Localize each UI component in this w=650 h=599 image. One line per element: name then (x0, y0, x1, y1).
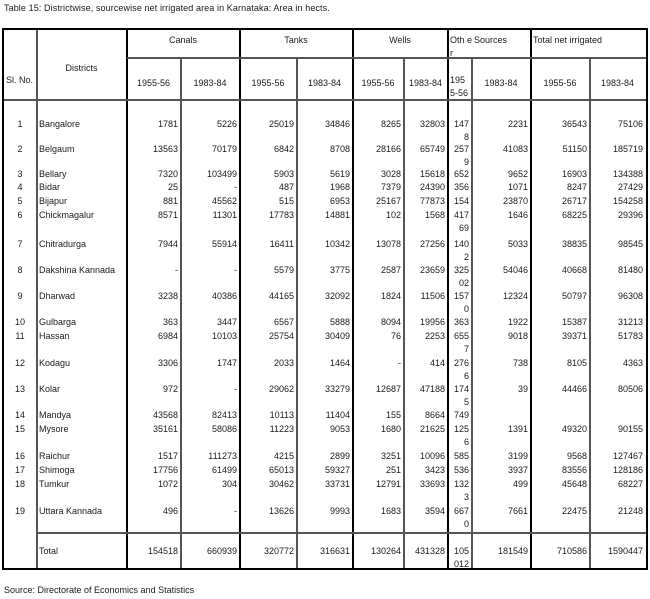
row-value: 15387 (561, 317, 587, 327)
row-value: 2033 (273, 358, 294, 368)
table-caption: Table 15: Districtwise, sourcewise net irrigated area in Karnataka: Area in hects. (4, 3, 330, 13)
row-sl-no: 9 (17, 291, 23, 301)
row-value: 2899 (329, 451, 350, 461)
row-value: 1680 (380, 424, 401, 434)
grid-line (589, 58, 591, 568)
grid-line (4, 99, 646, 101)
header-year: 1983-84 (484, 78, 518, 88)
row-value: 4363 (622, 358, 643, 368)
row-value: 11301 (212, 210, 237, 220)
row-value: 17756 (152, 465, 178, 475)
row-value: 35161 (152, 424, 178, 434)
row-value: 1781 (157, 119, 178, 129)
row-sl-no: 13 (14, 384, 25, 394)
row-value: 9018 (507, 331, 528, 341)
row-value: 68227 (617, 479, 643, 489)
header-group-sources: Sources (474, 35, 508, 45)
row-value: 98545 (617, 239, 643, 249)
row-value: 174 5 (453, 384, 469, 407)
row-value: 9652 (507, 169, 528, 179)
row-value: 15618 (419, 169, 445, 179)
row-value: 7379 (380, 182, 401, 192)
row-value: 5226 (216, 119, 237, 129)
grid-line (352, 30, 354, 568)
row-sl-no: 1 (17, 119, 23, 129)
row-district: Bijapur (39, 196, 68, 206)
row-value: 76 (390, 331, 401, 341)
row-district: Shimoga (39, 465, 75, 475)
row-district: Raichur (39, 451, 71, 461)
row-sl-no: 14 (14, 410, 25, 420)
row-value: 31213 (617, 317, 643, 327)
row-value: 8247 (566, 182, 587, 192)
grid-line (296, 58, 298, 568)
row-value: 33731 (324, 479, 350, 489)
row-value: 515 (278, 196, 294, 206)
row-sl-no: 12 (14, 358, 25, 368)
row-value: 54046 (502, 265, 528, 275)
row-value: 1824 (380, 291, 401, 301)
row-value: 127467 (612, 451, 643, 461)
row-value: 25167 (375, 196, 401, 206)
header-group: Tanks (284, 35, 308, 45)
row-value: 33279 (324, 384, 350, 394)
grid-line (403, 58, 405, 568)
row-value: 4215 (273, 451, 294, 461)
row-value: 50797 (561, 291, 587, 301)
grid-line (239, 30, 241, 568)
row-district: Chitradurga (39, 239, 87, 249)
row-value: 83556 (561, 465, 587, 475)
row-value: 1922 (507, 317, 528, 327)
row-sl-no: 3 (17, 169, 23, 179)
row-value: 3199 (507, 451, 528, 461)
row-value: - (175, 265, 178, 275)
row-value: 30462 (268, 479, 294, 489)
row-value: 55914 (211, 239, 237, 249)
row-district: Dharwad (39, 291, 76, 301)
row-value: 1646 (507, 210, 528, 220)
row-district: Tumkur (39, 479, 70, 489)
row-value: 29062 (268, 384, 294, 394)
row-value: 8708 (329, 144, 350, 154)
row-value: 77873 (419, 196, 445, 206)
header-year: 195 5-56 (450, 75, 469, 98)
row-value: 5033 (507, 239, 528, 249)
header-group-other: Oth er (450, 35, 473, 58)
header-year: 1983-84 (408, 78, 443, 88)
row-value: 185719 (612, 144, 643, 154)
row-value: 6842 (273, 144, 294, 154)
row-value: 44165 (268, 291, 294, 301)
row-value: 134388 (612, 169, 643, 179)
total-value: 710586 (556, 546, 587, 556)
row-value: 16411 (269, 239, 294, 249)
row-district: Gulbarga (39, 317, 77, 327)
row-value: 32092 (324, 291, 350, 301)
row-district: Belgaum (39, 144, 75, 154)
row-value: 6953 (329, 196, 350, 206)
row-value: 881 (162, 196, 178, 206)
row-value: 585 (453, 451, 469, 461)
row-value: 45648 (561, 479, 587, 489)
header-year: 1983-84 (307, 78, 342, 88)
row-value: 1464 (329, 358, 350, 368)
grid-line (36, 30, 38, 568)
row-value: 11223 (269, 424, 294, 434)
row-district: Kolar (39, 384, 61, 394)
row-value: 39 (517, 384, 528, 394)
row-value: 652 (453, 169, 469, 179)
row-value: 45562 (211, 196, 237, 206)
row-value: 5579 (273, 265, 294, 275)
row-value: 80506 (617, 384, 643, 394)
total-value: 105 012 (453, 546, 469, 569)
row-value: 75106 (617, 119, 643, 129)
row-value: 21248 (617, 506, 643, 516)
row-value: 1072 (157, 479, 178, 489)
row-value: 39371 (561, 331, 587, 341)
row-value: 1747 (216, 358, 237, 368)
row-district: Kodagu (39, 358, 71, 368)
row-sl-no: 16 (14, 451, 25, 461)
row-value: 49320 (561, 424, 587, 434)
row-value: 9568 (566, 451, 587, 461)
row-value: 363 (453, 317, 469, 327)
row-value: 3594 (424, 506, 445, 516)
row-value: 24390 (419, 182, 445, 192)
header-group-total: Total net irrigated (533, 35, 603, 45)
row-district: Dakshina Kannada (39, 265, 116, 275)
row-value: 276 6 (453, 358, 469, 381)
row-value: 3306 (157, 358, 178, 368)
row-value: 6984 (157, 331, 178, 341)
row-value: 43568 (152, 410, 178, 420)
total-value: 181549 (497, 546, 528, 556)
row-value: 125 6 (453, 424, 469, 447)
row-district: Mysore (39, 424, 69, 434)
row-value: 36543 (561, 119, 587, 129)
header-year: 1955-56 (543, 78, 577, 88)
row-sl-no: 18 (14, 479, 25, 489)
row-value: 44466 (561, 384, 587, 394)
total-value: 1590447 (607, 546, 643, 556)
row-value: 41083 (502, 144, 528, 154)
row-value: 13626 (268, 506, 294, 516)
row-value: 1391 (507, 424, 528, 434)
row-value: 154 (453, 196, 469, 206)
row-value: 12791 (375, 479, 401, 489)
row-value: 667 0 (453, 506, 469, 529)
row-value: 972 (162, 384, 178, 394)
row-value: 5903 (273, 169, 294, 179)
row-value: 487 (278, 182, 294, 192)
row-value: 8094 (380, 317, 401, 327)
row-value: 9053 (329, 424, 350, 434)
row-value: 749 (453, 410, 469, 420)
row-value: 304 (221, 479, 237, 489)
row-value: - (234, 265, 237, 275)
row-value: 8105 (566, 358, 587, 368)
header-year: 1983-84 (600, 78, 635, 88)
row-value: 21625 (419, 424, 445, 434)
row-value: 34846 (324, 119, 350, 129)
row-value: 40668 (561, 265, 587, 275)
row-district: Mandya (39, 410, 72, 420)
row-value: 363 (162, 317, 178, 327)
total-value: 431328 (414, 546, 445, 556)
row-value: 22475 (561, 506, 587, 516)
row-value: 33693 (419, 479, 445, 489)
row-value: 738 (512, 358, 528, 368)
row-sl-no: 4 (17, 182, 23, 192)
row-value: 10096 (419, 451, 445, 461)
irrigation-table (2, 28, 648, 570)
row-value: 2231 (507, 119, 528, 129)
row-value: 147 8 (453, 119, 469, 142)
row-value: 1517 (157, 451, 178, 461)
row-sl-no: 10 (14, 317, 25, 327)
row-value: 1968 (329, 182, 350, 192)
row-district: Bellary (39, 169, 67, 179)
row-value: 7661 (507, 506, 528, 516)
row-value: 103499 (206, 169, 237, 179)
row-value: 157 0 (453, 291, 469, 314)
grid-line (127, 57, 646, 59)
header-districts: Districts (65, 63, 98, 73)
row-value: 65749 (419, 144, 445, 154)
row-value: 5888 (329, 317, 350, 327)
row-value: 65013 (268, 465, 294, 475)
row-value: 2253 (424, 331, 445, 341)
source-note: Source: Directorate of Economics and Statistics (4, 585, 195, 595)
row-value: 140 2 (453, 239, 469, 262)
row-value: 40386 (211, 291, 237, 301)
row-value: 11404 (325, 410, 350, 420)
header-year: 1955-56 (361, 78, 395, 88)
row-value: - (398, 358, 401, 368)
row-value: 655 7 (453, 331, 469, 354)
grid-line (37, 532, 646, 534)
row-sl-no: 2 (17, 144, 23, 154)
row-value: 155 (385, 410, 401, 420)
row-value: 29396 (617, 210, 643, 220)
row-value: 154258 (612, 196, 643, 206)
row-value: 90155 (617, 424, 643, 434)
row-value: 6567 (273, 317, 294, 327)
row-value: 23870 (502, 196, 528, 206)
grid-line (471, 58, 473, 568)
row-value: 58086 (211, 424, 237, 434)
row-value: 3423 (424, 465, 445, 475)
total-value: 316631 (319, 546, 350, 556)
row-value: 132 3 (453, 479, 469, 502)
row-value: - (234, 182, 237, 192)
row-value: 38835 (561, 239, 587, 249)
row-value: 10103 (211, 331, 237, 341)
row-value: 25 (167, 182, 178, 192)
row-value: 9993 (329, 506, 350, 516)
row-value: 3251 (380, 451, 401, 461)
row-value: 81480 (617, 265, 643, 275)
header-group: Canals (168, 35, 197, 45)
row-sl-no: 6 (17, 210, 23, 220)
row-value: 13563 (152, 144, 178, 154)
row-value: 96308 (617, 291, 643, 301)
row-sl-no: 7 (17, 239, 23, 249)
total-value: 660939 (206, 546, 237, 556)
total-value: 130264 (370, 546, 401, 556)
row-value: 8265 (380, 119, 401, 129)
row-sl-no: 5 (17, 196, 23, 206)
row-value: 356 (453, 182, 469, 192)
row-value: 128186 (612, 465, 643, 475)
row-value: 19956 (419, 317, 445, 327)
row-sl-no: 17 (14, 465, 25, 475)
row-value: 68225 (561, 210, 587, 220)
row-district: Bangalore (39, 119, 81, 129)
row-value: 17783 (268, 210, 294, 220)
row-value: 1071 (507, 182, 528, 192)
total-value: 154518 (147, 546, 178, 556)
grid-line (180, 58, 182, 568)
row-value: 51783 (617, 331, 643, 341)
row-value: 3775 (329, 265, 350, 275)
row-value: 30409 (324, 331, 350, 341)
row-value: 3447 (216, 317, 237, 327)
row-sl-no: 19 (14, 506, 25, 516)
row-value: 25754 (268, 331, 294, 341)
row-value: 47188 (419, 384, 445, 394)
header-year: 1955-56 (251, 78, 285, 88)
row-value: 102 (385, 210, 401, 220)
row-value: 12687 (375, 384, 401, 394)
row-value: 27256 (419, 239, 445, 249)
row-sl-no: 8 (17, 265, 23, 275)
row-value: 3028 (380, 169, 401, 179)
row-value: 536 (453, 465, 469, 475)
row-value: 2587 (380, 265, 401, 275)
row-value: 414 (429, 358, 445, 368)
row-sl-no: 15 (14, 424, 25, 434)
total-label: Total (39, 546, 59, 556)
row-value: 3937 (507, 465, 528, 475)
row-value: 3238 (157, 291, 178, 301)
row-value: - (234, 384, 237, 394)
row-value: 13078 (375, 239, 401, 249)
row-value: 28166 (375, 144, 401, 154)
row-value: 325 02 (453, 265, 469, 288)
row-value: 26717 (561, 196, 587, 206)
row-value: 70179 (211, 144, 237, 154)
total-value: 320772 (263, 546, 294, 556)
row-district: Uttara Kannada (39, 506, 103, 516)
row-value: 51150 (562, 144, 587, 154)
row-district: Chickmagalur (39, 210, 95, 220)
grid-line (126, 30, 128, 568)
row-value: 27429 (617, 182, 643, 192)
row-value: 5619 (329, 169, 350, 179)
header-year: 1983-84 (193, 78, 227, 88)
row-value: 12324 (502, 291, 528, 301)
row-value: 82413 (211, 410, 237, 420)
row-value: 10342 (324, 239, 350, 249)
grid-line (530, 30, 532, 568)
row-district: Hassan (39, 331, 70, 341)
header-year: 1955-56 (136, 78, 171, 88)
row-value: 257 9 (453, 144, 469, 167)
row-value: 10113 (269, 410, 294, 420)
row-district: Bidar (39, 182, 61, 192)
row-value: 32803 (419, 119, 445, 129)
row-value: 59327 (324, 465, 350, 475)
row-value: 8664 (424, 410, 445, 420)
row-value: 14881 (324, 210, 350, 220)
row-value: 61499 (211, 465, 237, 475)
row-value: 23659 (419, 265, 445, 275)
row-value: - (234, 506, 237, 516)
row-value: 11506 (420, 291, 445, 301)
row-value: 7320 (157, 169, 178, 179)
row-value: 111273 (208, 451, 237, 461)
row-value: 16903 (561, 169, 587, 179)
row-value: 417 69 (453, 210, 469, 233)
row-value: 7944 (157, 239, 178, 249)
row-value: 1568 (424, 210, 445, 220)
row-value: 8571 (157, 210, 178, 220)
row-sl-no: 11 (15, 331, 25, 341)
row-value: 1683 (380, 506, 401, 516)
row-value: 25019 (268, 119, 294, 129)
row-value: 251 (385, 465, 401, 475)
header-group: Wells (389, 35, 411, 45)
header-sl-no: Sl. No. (6, 75, 34, 85)
row-value: 496 (162, 506, 178, 516)
row-value: 499 (512, 479, 528, 489)
